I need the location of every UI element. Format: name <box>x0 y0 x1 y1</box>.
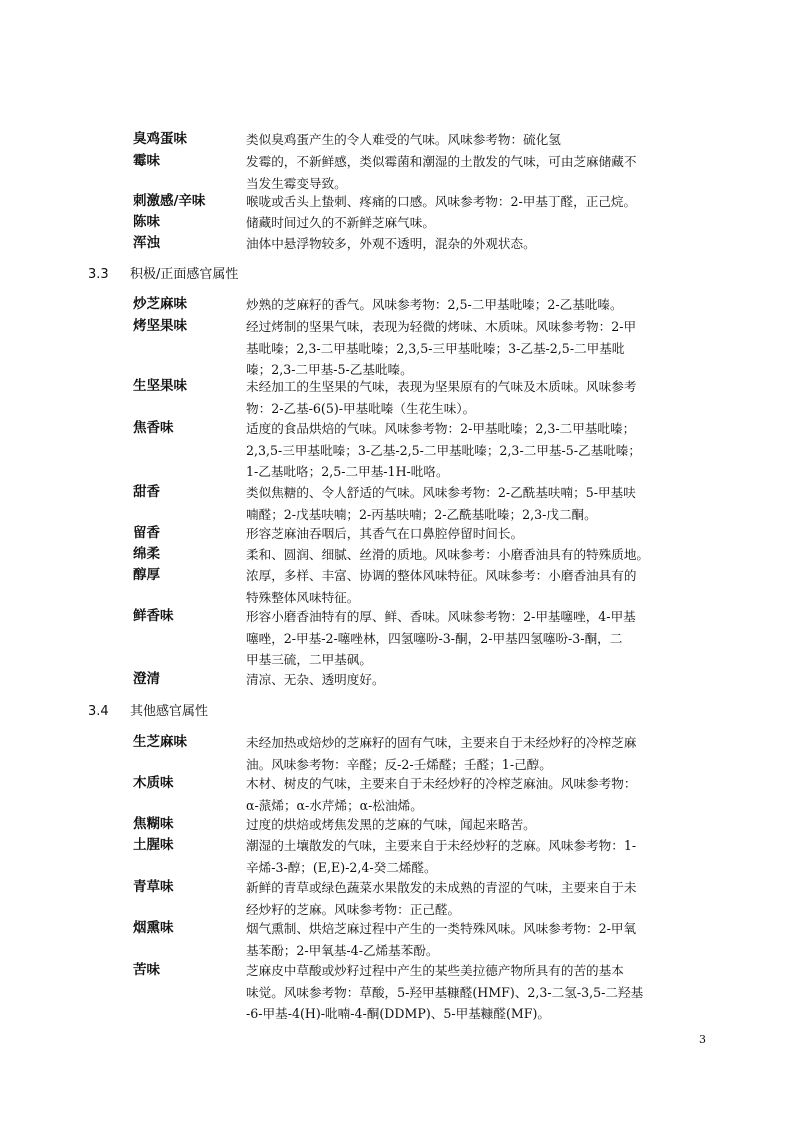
definition-line: 甲基三硫，二甲基砜。 <box>246 652 372 667</box>
term: 生坚果味 <box>133 378 187 394</box>
term: 臭鸡蛋味 <box>133 131 187 147</box>
section-number: 3.3 <box>88 267 109 282</box>
definition <box>246 523 682 545</box>
definition-line: 形容小磨香油特有的厚、鲜、香味。风味参考物：2-甲基噻唑，4-甲基 <box>246 609 636 624</box>
definition-line: 未经加热或焙炒的芝麻籽的固有气味，主要来自于未经炒籽的冷榨芝麻 <box>246 735 637 750</box>
definition <box>246 316 682 381</box>
section-number: 3.4 <box>88 704 109 719</box>
definition <box>246 191 682 213</box>
definition-line: 基吡嗪；2,3-二甲基吡嗪；2,3,5-三甲基吡嗪；3-乙基-2,5-二甲基吡 <box>246 340 625 356</box>
term: 绵柔 <box>133 546 160 562</box>
term: 焦香味 <box>133 420 174 436</box>
term: 生芝麻味 <box>133 734 187 750</box>
definition <box>246 565 682 608</box>
definition-line: 浓厚，多样、丰富、协调的整体风味特征。风味参考：小磨香油具有的 <box>246 568 637 583</box>
definition <box>246 544 682 566</box>
definition-line: 柔和、圆润、细腻、丝滑的质地。风味参考：小磨香油具有的特殊质地。 <box>246 547 649 562</box>
term: 木质味 <box>133 775 174 791</box>
section-heading <box>88 703 208 721</box>
term: 留香 <box>133 525 160 541</box>
term: 霉味 <box>133 153 160 169</box>
definition-line: 经过烤制的坚果气味，表现为轻微的烤味、木质味。风味参考物：2-甲 <box>246 319 637 334</box>
definition-line: α-蒎烯；α-水芹烯；α-松油烯。 <box>246 797 423 813</box>
definition-line: 当发生霉变导致。 <box>246 175 347 191</box>
section-heading <box>88 266 238 284</box>
definition-line: 喃醛；2-戊基呋喃；2-丙基呋喃；2-乙酰基吡嗪；2,3-戊二酮。 <box>246 506 597 522</box>
definition <box>246 129 682 151</box>
definition-line: 烟气熏制、烘焙芝麻过程中产生的一类特殊风味。风味参考物：2-甲氧 <box>246 921 637 936</box>
definition-line: 过度的烘焙或烤焦发黑的芝麻的气味，闻起来略苦。 <box>246 817 536 832</box>
term: 炒芝麻味 <box>133 296 187 312</box>
term: 醇厚 <box>133 567 160 583</box>
term: 鲜香味 <box>133 608 174 624</box>
definition <box>246 294 682 316</box>
section-title: 积极/正面感官属性 <box>130 267 239 282</box>
definition <box>246 960 682 1025</box>
definition-line: 喉咙或舌头上蛰刺、疼痛的口感。风味参考物：2-甲基丁醛，正己烷。 <box>246 194 637 209</box>
definition-line: 辛烯-3-醇；(E,E)-2,4-癸二烯醛。 <box>246 859 437 875</box>
definition-line: 噻唑，2-甲基-2-噻唑林，四氢噻吩-3-酮，2-甲基四氢噻吩-3-酮，二 <box>246 630 623 646</box>
definition-line: 形容芝麻油吞咽后，其香气在口鼻腔停留时间长。 <box>246 526 524 541</box>
definition <box>246 669 682 691</box>
term: 陈味 <box>133 214 160 230</box>
term: 刺激感/辛味 <box>133 193 206 209</box>
term: 烤坚果味 <box>133 318 187 334</box>
definition-line: 类似焦糖的、令人舒适的气味。风味参考物：2-乙酰基呋喃；5-甲基呋 <box>246 485 636 500</box>
term: 甜香 <box>133 484 160 500</box>
definition <box>246 418 682 483</box>
page-number: 3 <box>699 1033 706 1046</box>
term: 烟熏味 <box>133 920 174 936</box>
definition <box>246 606 682 671</box>
definition-line: 清凉、无杂、透明度好。 <box>246 672 385 687</box>
definition <box>246 732 682 775</box>
definition <box>246 773 682 816</box>
definition-line: 嗪；2,3-二甲基-5-乙基吡嗪。 <box>246 362 413 377</box>
definition <box>246 151 682 194</box>
definition-line: 未经加工的生坚果的气味，表现为坚果原有的气味及木质味。风味参考 <box>246 379 637 394</box>
definition-line: 油体中悬浮物较多，外观不透明，混杂的外观状态。 <box>246 236 536 251</box>
definition-line: 味觉。风味参考物：草酸，5-羟甲基糠醛(HMF)、2,3-二氢-3,5-二羟基 <box>246 984 644 1000</box>
definition-line: 基苯酚；2-甲氧基-4-乙烯基苯酚。 <box>246 942 439 958</box>
definition <box>246 376 682 419</box>
definition <box>246 814 682 836</box>
term: 澄清 <box>133 671 160 687</box>
definition <box>246 212 682 234</box>
definition <box>246 835 682 878</box>
definition-line: 适度的食品烘焙的气味。风味参考物：2-甲基吡嗪；2,3-二甲基吡嗪； <box>246 421 636 436</box>
definition <box>246 877 682 920</box>
definition-line: 1-乙基吡咯；2,5-二甲基-1H-吡咯。 <box>246 464 449 479</box>
definition <box>246 918 682 961</box>
definition-line: 经炒籽的芝麻。风味参考物：正己醛。 <box>246 901 461 917</box>
definition-line: 2,3,5-三甲基吡嗪；3-乙基-2,5-二甲基吡嗪；2,3-二甲基-5-乙基吡嗪； <box>246 442 641 458</box>
definition-line: 特殊整体风味特征。 <box>246 589 360 605</box>
term: 青草味 <box>133 879 174 895</box>
section-title: 其他感官属性 <box>130 704 209 719</box>
term: 苦味 <box>133 962 160 978</box>
term: 土腥味 <box>133 837 174 853</box>
definition-line: -6-甲基-4(H)-吡喃-4-酮(DDMP)、5-甲基糠醛(MF)。 <box>246 1006 551 1021</box>
definition-line: 木材、树皮的气味，主要来自于未经炒籽的冷榨芝麻油。风味参考物： <box>246 776 637 791</box>
definition-line: 发霉的，不新鲜感，类似霉菌和潮湿的土散发的气味，可由芝麻储藏不 <box>246 154 637 169</box>
definition <box>246 233 682 255</box>
definition-line: 潮湿的土壤散发的气味，主要来自于未经炒籽的芝麻。风味参考物：1- <box>246 838 637 853</box>
definition-line: 类似臭鸡蛋产生的令人难受的气味。风味参考物：硫化氢 <box>246 132 561 147</box>
definition-line: 芝麻皮中草酸或炒籽过程中产生的某些美拉德产物所具有的苦的基本 <box>246 963 624 978</box>
definition <box>246 482 682 525</box>
definition-line: 储藏时间过久的不新鲜芝麻气味。 <box>246 215 435 230</box>
term: 焦糊味 <box>133 816 174 832</box>
definition-line: 新鲜的青草或绿色蔬菜水果散发的未成熟的青涩的气味，主要来自于未 <box>246 880 637 895</box>
term: 浑浊 <box>133 235 160 251</box>
definition-line: 油。风味参考物：辛醛；反-2-壬烯醛；壬醛；1-己醇。 <box>246 756 552 772</box>
definition-line: 物：2-乙基-6(5)-甲基吡嗪（生花生味）。 <box>246 400 476 416</box>
definition-line: 炒熟的芝麻籽的香气。风味参考物：2,5-二甲基吡嗪；2-乙基吡嗪。 <box>246 297 623 312</box>
